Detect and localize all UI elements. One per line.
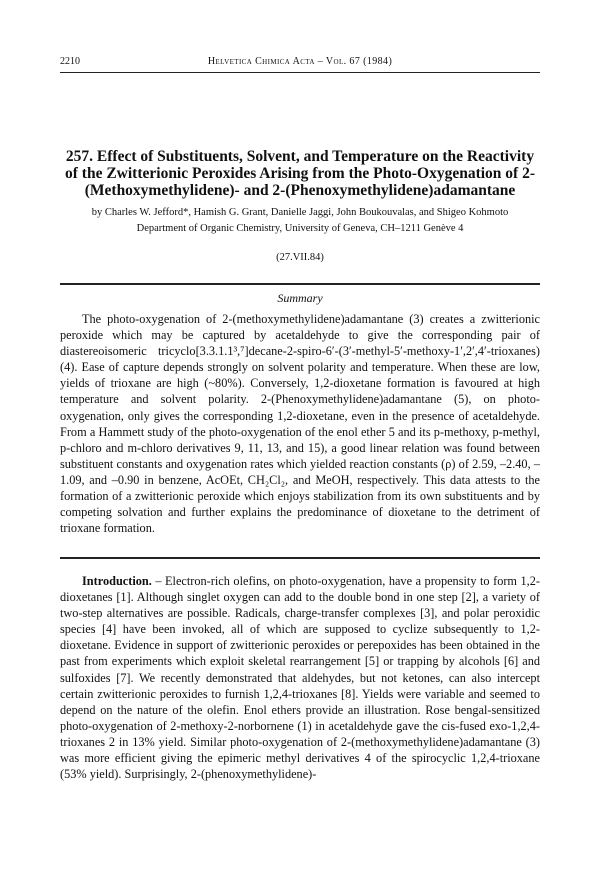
- introduction-text: – Electron-rich olefins, on photo-oxygenation, have a propensity to form 1,2-dioxetanes [1]. Although singlet oxygen can add to the double bond in one step [2], a variety of two-step alternatives are possible. Radicals, charge-transfer complexes [3], and polar peroxidic species [4] have been invoked, all of which are supposed to cyclize subsequently to 1,2-dioxetane. Evidence in support of zwitterionic peroxides or perepoxides has been obtained in the past from experiments which exploit skeletal rearrangement [5] or trapping by alcohols [6] and sulfoxides [7]. We recently demonstrated that aldehydes, but not ketones, can also intercept certain zwitterionic peroxides to furnish 1,2,4-trioxanes [8]. Yields were variable and seemed to depend on the nature of the olefin. Enol ethers provide an illustration. Rose bengal-sensitized photo-oxygenation of 2-methoxy-2-norbornene (1) in acetaldehyde gave the cis-fused exo-1,2,4-trioxanes 2 in 13% yield. Similar photo-oxygenation of 2-(methoxymethylidene)adamantane (3) was more efficient giving the epimeric methyl derivatives 4 of the spirocyclic 1,2,4-trioxane (53% yield). Surprisingly, 2-(phenoxymethylidene)-: [60, 574, 540, 782]
- article-title: 257. Effect of Substituents, Solvent, and Temperature on the Reactivity of the Zwitterionic Peroxides Arising from the Photo-Oxygenation of 2-(Methoxymethylidene)- and 2-(Phenoxymethylidene)adamantane: [65, 148, 535, 199]
- header-rule: [60, 72, 540, 73]
- page-number: 2210: [60, 56, 80, 67]
- author-list: by Charles W. Jefford*, Hamish G. Grant, Danielle Jaggi, John Boukouvalas, and Shigeo Kohmoto: [91, 207, 509, 218]
- journal-name: Helvetica Chimica Acta – Vol. 67 (1984): [207, 56, 393, 67]
- summary-text: The photo-oxygenation of 2-(methoxymethylidene)adamantane (3) creates a zwitterionic peroxide which may be captured by acetaldehyde to give the corresponding pair of diastereoisomeric tricyclo[3.3.1.1³,⁷]decane-2-spiro-6′-(3′-methyl-5′-methoxy-1′,2′,4′-trioxanes) (4). Ease of capture depends strongly on solvent polarity and temperature. When these are low, yields of trioxane are high (~80%). Conversely, 1,2-dioxetane formation is favoured at high temperature and solvent polarity. 2-(Phenoxymethylidene)adamantane (5), on photo-oxygenation, only gives the corresponding 1,2-dioxetane, even in the presence of acetaldehyde. From a Hammett study of the photo-oxygenation of the enol ether 5 and its p-methoxy, p-methyl, p-chloro and m-chloro derivatives 9, 11, 13, and 15), a good linear relation was found between substituent constants and oxygenation rates which yielded reaction constants (ρ) of 2.59, –2.40, –1.09, and –0.90 in benzene, AcOEt, CH₂Cl₂, and MeOH, respectively. This data attests to the formation of a zwitterionic peroxide which enjoys stabilization from its own substituents and by competing solvation and further explains the predominance of dioxetane to the detriment of trioxane formation.: [60, 312, 540, 536]
- introduction-heading: Introduction.: [82, 574, 152, 588]
- introduction-section: [60, 573, 540, 782]
- summary-section: [60, 311, 540, 536]
- introduction-paragraph: [60, 573, 540, 782]
- running-header: [60, 56, 540, 70]
- received-date: (27.VII.84): [276, 252, 324, 263]
- summary-heading: Summary: [277, 291, 323, 305]
- affiliation: Department of Organic Chemistry, University of Geneva, CH–1211 Genève 4: [136, 223, 464, 234]
- summary-top-rule: [60, 283, 540, 285]
- summary-bottom-rule: [60, 557, 540, 559]
